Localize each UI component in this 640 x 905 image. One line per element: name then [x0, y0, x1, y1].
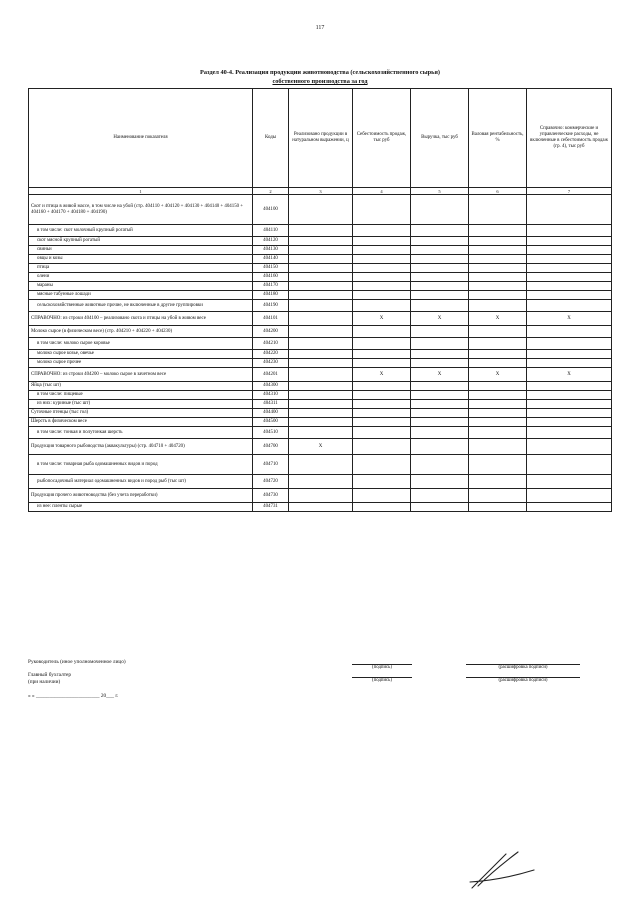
cell-gross-profitability[interactable] [469, 350, 527, 359]
cell-gross-profitability[interactable] [469, 237, 527, 246]
column-number: 5 [411, 188, 469, 195]
row-name: свиньи [29, 246, 253, 255]
row-name: в том числе: скот молочный крупный рогатый [29, 225, 253, 237]
cell-sold-quantity[interactable] [289, 475, 353, 489]
cell-revenue[interactable] [411, 255, 469, 264]
row-code: 404510 [253, 427, 289, 439]
cell-reference-expenses[interactable] [527, 400, 612, 409]
cell-gross-profitability[interactable] [469, 246, 527, 255]
section-title [0, 68, 640, 86]
cell-reference-expenses[interactable] [527, 225, 612, 237]
header-revenue: Выручка, тыс руб [411, 89, 469, 188]
cell-cost-of-sales[interactable] [353, 273, 411, 282]
row-name: Шерсть в физическом весе [29, 418, 253, 427]
cell-reference-expenses[interactable] [527, 195, 612, 225]
row-code: 404101 [253, 312, 289, 326]
row-name: мараны [29, 282, 253, 291]
row-code: 404140 [253, 255, 289, 264]
cell-reference-expenses[interactable] [527, 338, 612, 350]
row-code: 404210 [253, 338, 289, 350]
row-code: 404120 [253, 237, 289, 246]
cell-reference-expenses[interactable] [527, 237, 612, 246]
cell-sold-quantity[interactable] [289, 455, 353, 475]
cell-revenue[interactable] [411, 338, 469, 350]
cell-reference-expenses[interactable] [527, 489, 612, 503]
cell-reference-expenses[interactable] [527, 300, 612, 312]
cell-sold-quantity[interactable] [289, 225, 353, 237]
table-row [29, 503, 612, 512]
cell-sold-quantity[interactable] [289, 350, 353, 359]
cell-sold-quantity[interactable] [289, 246, 353, 255]
cell-gross-profitability[interactable] [469, 338, 527, 350]
row-code: 404200 [253, 326, 289, 338]
cell-cost-of-sales[interactable] [353, 427, 411, 439]
cell-reference-expenses[interactable]: X [527, 312, 612, 326]
cell-cost-of-sales[interactable] [353, 282, 411, 291]
row-name: в том числе: товарная рыба одомашненных видов и пород [29, 455, 253, 475]
row-code: 404400 [253, 409, 289, 418]
row-name: Продукция прочего животноводства (без учета переработки) [29, 489, 253, 503]
cell-revenue[interactable] [411, 291, 469, 300]
cell-cost-of-sales[interactable] [353, 264, 411, 273]
cell-gross-profitability[interactable] [469, 503, 527, 512]
cell-reference-expenses[interactable] [527, 439, 612, 455]
table-row [29, 409, 612, 418]
cell-gross-profitability[interactable] [469, 326, 527, 338]
cell-reference-expenses[interactable] [527, 503, 612, 512]
cell-revenue[interactable] [411, 195, 469, 225]
header-codes: Коды [253, 89, 289, 188]
cell-sold-quantity[interactable] [289, 391, 353, 400]
row-code: 404230 [253, 359, 289, 368]
row-code: 404160 [253, 273, 289, 282]
cell-revenue[interactable] [411, 475, 469, 489]
header-sold-quantity: Реализовано продукции в натуральном выражении, ц [289, 89, 353, 188]
cell-reference-expenses[interactable] [527, 350, 612, 359]
table-row [29, 455, 612, 475]
column-number: 6 [469, 188, 527, 195]
cell-gross-profitability[interactable] [469, 225, 527, 237]
cell-gross-profitability[interactable] [469, 273, 527, 282]
row-code: 404720 [253, 475, 289, 489]
header-indicator-name: Наименование показателя [29, 89, 253, 188]
cell-cost-of-sales[interactable] [353, 409, 411, 418]
cell-revenue[interactable] [411, 246, 469, 255]
cell-reference-expenses[interactable] [527, 409, 612, 418]
cell-gross-profitability[interactable] [469, 489, 527, 503]
table-row [29, 382, 612, 391]
table-row [29, 282, 612, 291]
column-number: 2 [253, 188, 289, 195]
table-row [29, 246, 612, 255]
table-row [29, 195, 612, 225]
row-code: 404310 [253, 391, 289, 400]
cell-revenue[interactable]: X [411, 368, 469, 382]
cell-revenue[interactable] [411, 326, 469, 338]
row-code: 404180 [253, 291, 289, 300]
row-name: птица [29, 264, 253, 273]
cell-cost-of-sales[interactable] [353, 418, 411, 427]
row-name: СПРАВОЧНО: из строки 404200 – молоко сырое в зачетном весе [29, 368, 253, 382]
cell-cost-of-sales[interactable] [353, 489, 411, 503]
table-row [29, 439, 612, 455]
row-name: мясные табунные лошади [29, 291, 253, 300]
cell-revenue[interactable] [411, 359, 469, 368]
cell-reference-expenses[interactable] [527, 455, 612, 475]
cell-gross-profitability[interactable] [469, 264, 527, 273]
cell-gross-profitability[interactable] [469, 400, 527, 409]
cell-cost-of-sales[interactable] [353, 246, 411, 255]
cell-revenue[interactable] [411, 489, 469, 503]
cell-reference-expenses[interactable] [527, 391, 612, 400]
cell-reference-expenses[interactable] [527, 264, 612, 273]
cell-sold-quantity[interactable] [289, 368, 353, 382]
table-row [29, 326, 612, 338]
row-name: из нее: пленты сырые [29, 503, 253, 512]
cell-gross-profitability[interactable] [469, 255, 527, 264]
cell-gross-profitability[interactable] [469, 300, 527, 312]
cell-reference-expenses[interactable] [527, 359, 612, 368]
accountant-decipher-caption: (расшифровка подписи) [498, 678, 548, 683]
cell-cost-of-sales[interactable] [353, 326, 411, 338]
row-code: 404311 [253, 400, 289, 409]
handwritten-signature [468, 848, 548, 892]
cell-sold-quantity[interactable] [289, 338, 353, 350]
cell-cost-of-sales[interactable] [353, 195, 411, 225]
cell-reference-expenses[interactable] [527, 427, 612, 439]
cell-reference-expenses[interactable] [527, 326, 612, 338]
table-row [29, 418, 612, 427]
head-signature-caption: (подпись) [372, 665, 392, 670]
header-gross-profitability: Валовая рентабельность, % [469, 89, 527, 188]
cell-cost-of-sales[interactable] [353, 503, 411, 512]
row-code: 404170 [253, 282, 289, 291]
cell-cost-of-sales[interactable] [353, 439, 411, 455]
cell-gross-profitability[interactable] [469, 382, 527, 391]
column-number: 7 [527, 188, 612, 195]
row-code: 404150 [253, 264, 289, 273]
table-row [29, 264, 612, 273]
cell-cost-of-sales[interactable] [353, 255, 411, 264]
cell-revenue[interactable] [411, 264, 469, 273]
date-line: « » ________________________ 20___ г. [28, 693, 119, 699]
table-row [29, 255, 612, 264]
table-row [29, 489, 612, 503]
table-row [29, 225, 612, 237]
cell-gross-profitability[interactable]: X [469, 312, 527, 326]
cell-sold-quantity[interactable] [289, 255, 353, 264]
cell-sold-quantity[interactable] [289, 503, 353, 512]
row-name: СПРАВОЧНО: из строки 404100 – реализовано скота и птицы на убой в живом весе [29, 312, 253, 326]
cell-reference-expenses[interactable]: X [527, 368, 612, 382]
row-name: овцы и козы [29, 255, 253, 264]
cell-cost-of-sales[interactable] [353, 338, 411, 350]
cell-revenue[interactable] [411, 400, 469, 409]
cell-cost-of-sales[interactable] [353, 225, 411, 237]
row-name: молоко сырое прочее [29, 359, 253, 368]
cell-sold-quantity[interactable] [289, 427, 353, 439]
table-row [29, 312, 612, 326]
table-row [29, 391, 612, 400]
cell-revenue[interactable] [411, 391, 469, 400]
column-number: 4 [353, 188, 411, 195]
accountant-signature-caption: (подпись) [372, 678, 392, 683]
cell-reference-expenses[interactable] [527, 273, 612, 282]
cell-revenue[interactable] [411, 350, 469, 359]
row-name: олени [29, 273, 253, 282]
cell-sold-quantity[interactable] [289, 237, 353, 246]
cell-gross-profitability[interactable] [469, 475, 527, 489]
cell-cost-of-sales[interactable] [353, 391, 411, 400]
cell-sold-quantity[interactable] [289, 326, 353, 338]
table-row [29, 368, 612, 382]
cell-revenue[interactable] [411, 409, 469, 418]
row-name: Молоко сырое (в физическом весе) (стр. 404210 + 404220 + 404230) [29, 326, 253, 338]
cell-gross-profitability[interactable] [469, 409, 527, 418]
row-code: 404110 [253, 225, 289, 237]
table-row [29, 237, 612, 246]
row-code: 404700 [253, 439, 289, 455]
page-number: 117 [315, 25, 325, 31]
row-name: Яйца (тыс шт) [29, 382, 253, 391]
cell-cost-of-sales[interactable] [353, 400, 411, 409]
cell-revenue[interactable] [411, 427, 469, 439]
table-row [29, 400, 612, 409]
cell-reference-expenses[interactable] [527, 282, 612, 291]
cell-cost-of-sales[interactable] [353, 291, 411, 300]
cell-gross-profitability[interactable] [469, 391, 527, 400]
cell-revenue[interactable] [411, 273, 469, 282]
cell-reference-expenses[interactable] [527, 255, 612, 264]
cell-cost-of-sales[interactable] [353, 475, 411, 489]
table-row [29, 338, 612, 350]
cell-revenue[interactable] [411, 300, 469, 312]
row-code: 404731 [253, 503, 289, 512]
head-label: Руководитель (иное уполномоченное лицо) [28, 659, 126, 665]
cell-gross-profitability[interactable] [469, 455, 527, 475]
row-name: в том числе: тонкая и полутонкая шерсть [29, 427, 253, 439]
cell-gross-profitability[interactable] [469, 427, 527, 439]
cell-reference-expenses[interactable] [527, 382, 612, 391]
table-row [29, 291, 612, 300]
row-name: молоко сырое козье, овечье [29, 350, 253, 359]
section-title-line-2: собственного производства за год [272, 78, 368, 85]
cell-revenue[interactable] [411, 237, 469, 246]
section-title-line-1: Раздел 40-4. Реализация продукции животноводства (сельскохозяйственного сырья) [200, 69, 440, 76]
cell-cost-of-sales[interactable] [353, 455, 411, 475]
row-code: 404201 [253, 368, 289, 382]
row-code: 404710 [253, 455, 289, 475]
cell-revenue[interactable] [411, 418, 469, 427]
accountant-label: Главный бухгалтер [28, 672, 72, 678]
table-row [29, 475, 612, 489]
cell-revenue[interactable] [411, 503, 469, 512]
row-code: 404220 [253, 350, 289, 359]
cell-sold-quantity[interactable] [289, 359, 353, 368]
row-name: Скот и птица в живой массе, в том числе на убой (стр. 404110 + 404120 + 404130 + 404140 + 404150 + 404160 + 404170 + 404180 + 404190) [29, 195, 253, 225]
row-code: 404100 [253, 195, 289, 225]
sales-table [28, 88, 612, 512]
cell-revenue[interactable] [411, 439, 469, 455]
row-code: 404500 [253, 418, 289, 427]
header-cost-of-sales: Себестоимость продаж, тыс руб [353, 89, 411, 188]
cell-cost-of-sales[interactable]: X [353, 368, 411, 382]
cell-gross-profitability[interactable] [469, 195, 527, 225]
cell-reference-expenses[interactable] [527, 475, 612, 489]
cell-gross-profitability[interactable] [469, 439, 527, 455]
cell-gross-profitability[interactable]: X [469, 368, 527, 382]
column-number: 1 [29, 188, 253, 195]
cell-sold-quantity[interactable] [289, 282, 353, 291]
cell-reference-expenses[interactable] [527, 418, 612, 427]
row-code: 404730 [253, 489, 289, 503]
cell-sold-quantity[interactable] [289, 273, 353, 282]
table-row [29, 273, 612, 282]
cell-gross-profitability[interactable] [469, 418, 527, 427]
row-code: 404300 [253, 382, 289, 391]
row-code: 404130 [253, 246, 289, 255]
cell-gross-profitability[interactable] [469, 359, 527, 368]
cell-revenue[interactable] [411, 455, 469, 475]
cell-sold-quantity[interactable] [289, 264, 353, 273]
row-name: из них: куриные (тыс шт) [29, 400, 253, 409]
cell-sold-quantity[interactable] [289, 382, 353, 391]
table-body [29, 195, 612, 512]
cell-sold-quantity[interactable] [289, 195, 353, 225]
table-row [29, 359, 612, 368]
row-name: Продукция товарного рыбоводства (аквакультуры) (стр. 404710 + 404720) [29, 439, 253, 455]
cell-sold-quantity[interactable]: X [289, 439, 353, 455]
cell-sold-quantity[interactable] [289, 291, 353, 300]
cell-revenue[interactable]: X [411, 312, 469, 326]
table-row [29, 350, 612, 359]
cell-reference-expenses[interactable] [527, 246, 612, 255]
row-name: сельскохозяйственные животные прочие, не включенные в другие группировки [29, 300, 253, 312]
cell-cost-of-sales[interactable]: X [353, 312, 411, 326]
table-row [29, 427, 612, 439]
row-name: скот мясной крупный рогатый [29, 237, 253, 246]
cell-gross-profitability[interactable] [469, 282, 527, 291]
row-code: 404190 [253, 300, 289, 312]
cell-sold-quantity[interactable] [289, 409, 353, 418]
cell-revenue[interactable] [411, 382, 469, 391]
cell-sold-quantity[interactable] [289, 300, 353, 312]
cell-cost-of-sales[interactable] [353, 300, 411, 312]
cell-sold-quantity[interactable] [289, 400, 353, 409]
cell-revenue[interactable] [411, 225, 469, 237]
row-name: в том числе: пищевые [29, 391, 253, 400]
cell-sold-quantity[interactable] [289, 312, 353, 326]
cell-cost-of-sales[interactable] [353, 382, 411, 391]
accountant-label-note: (при наличии) [28, 679, 61, 685]
cell-sold-quantity[interactable] [289, 489, 353, 503]
cell-cost-of-sales[interactable] [353, 237, 411, 246]
cell-revenue[interactable] [411, 282, 469, 291]
cell-cost-of-sales[interactable] [353, 359, 411, 368]
cell-reference-expenses[interactable] [527, 291, 612, 300]
cell-sold-quantity[interactable] [289, 418, 353, 427]
table-row [29, 300, 612, 312]
header-row [29, 89, 612, 188]
row-name: рыбопосадочный материал одомашненных видов и пород рыб (тыс шт) [29, 475, 253, 489]
cell-gross-profitability[interactable] [469, 291, 527, 300]
head-decipher-caption: (расшифровка подписи) [498, 665, 548, 670]
column-number: 3 [289, 188, 353, 195]
row-name: в том числе: молоко сырое коровье [29, 338, 253, 350]
header-reference-expenses: Справочно: коммерческие и управленческие расходы, не включенные в себестоимость продаж (гр. 4), тыс руб [527, 89, 612, 188]
column-number-row [29, 188, 612, 195]
row-name: Суточные птенцы (тыс гол) [29, 409, 253, 418]
cell-cost-of-sales[interactable] [353, 350, 411, 359]
